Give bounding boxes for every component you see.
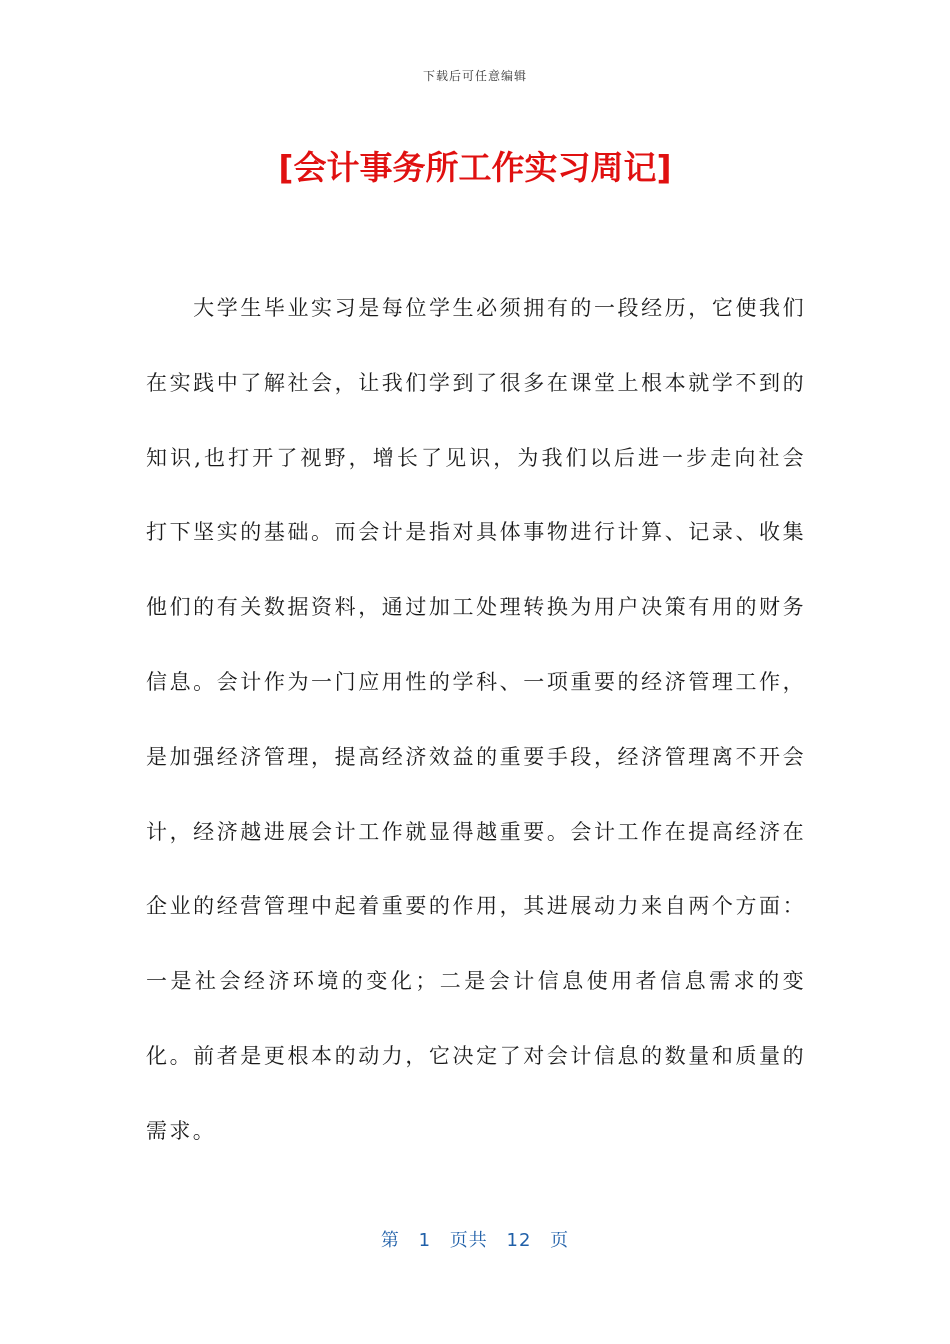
body-paragraph — [146, 271, 806, 1169]
footer-label-middle: 页共 — [449, 1230, 488, 1251]
document-title: [会计事务所工作实习周记] — [278, 148, 672, 187]
header-note: 下载后可任意编辑 — [422, 69, 527, 83]
page-footer — [0, 1226, 950, 1252]
footer-total-pages: 12 — [506, 1230, 532, 1251]
footer-label-suffix: 页 — [550, 1230, 570, 1251]
footer-current-page: 1 — [418, 1230, 432, 1251]
footer-label-prefix: 第 — [380, 1230, 400, 1251]
paragraph-text: 大学生毕业实习是每位学生必须拥有的一段经历，它使我们在实践中了解社会，让我们学到了很多在课堂上根本就学不到的知识,也打开了视野，增长了见识，为我们以后进一步走向社会打下坚实的基础。而会计是指对具体事物进行计算、记录、收集他们的有关数据资料，通过加工处理转换为用户决策有用的财务信息。会计作为一门应用性的学科、一项重要的经济管理工作，是加强经济管理，提高经济效益的重要手段，经济管理离不开会计，经济越进展会计工作就显得越重要。会计工作在提高经济在企业的经营管理中起着重要的作用，其进展动力来自两个方面：一是社会经济环境的变化；二是会计信息使用者信息需求的变化。前者是更根本的动力，它决定了对会计信息的数量和质量的需求。 — [146, 296, 806, 1143]
